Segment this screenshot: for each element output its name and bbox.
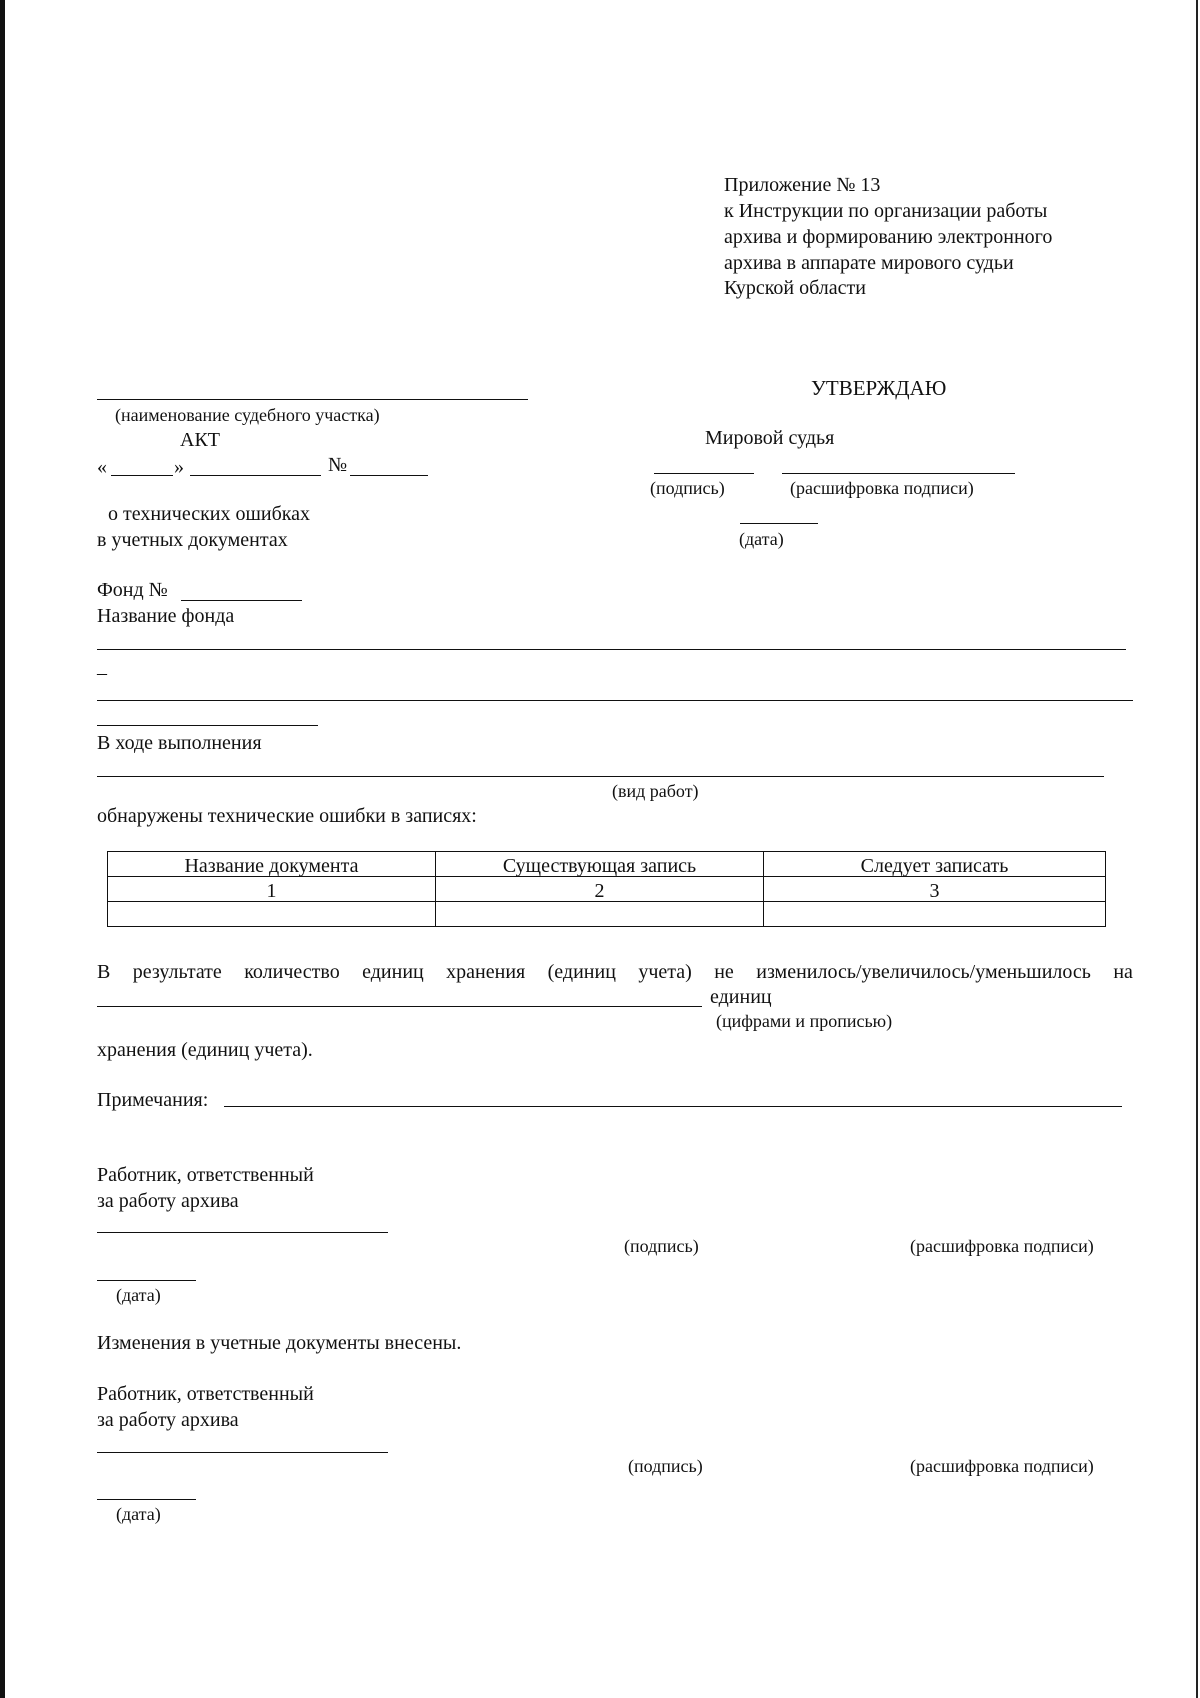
act-number-line: [350, 475, 428, 476]
approval-decoding-caption: (расшифровка подписи): [790, 478, 974, 498]
act-title: АКТ: [180, 429, 220, 451]
table-header-row: [108, 852, 1106, 877]
appendix-line-2: к Инструкции по организации работы: [724, 200, 1048, 222]
table-number-cell: 2: [436, 877, 764, 902]
changes-text: Изменения в учетные документы внесены.: [97, 1332, 462, 1354]
fund-name-dash: –: [97, 662, 107, 684]
work-type-caption: (вид работ): [612, 781, 699, 801]
result-word: учета): [638, 961, 692, 983]
result-word: на: [1113, 961, 1133, 983]
responsible-1-line-1: Работник, ответственный: [97, 1164, 314, 1186]
result-word: не: [714, 961, 734, 983]
table-number-row: [108, 877, 1106, 902]
result-continuation: хранения (единиц учета).: [97, 1039, 313, 1061]
date-month-line: [190, 475, 321, 476]
table-number-cell: 1: [108, 877, 436, 902]
table-header-cell: Следует записать: [764, 852, 1106, 877]
responsible-1-date-line: [97, 1280, 196, 1281]
fund-name-line-3: [97, 725, 318, 726]
responsible-2-decoding-caption: (расшифровка подписи): [910, 1456, 1094, 1476]
fund-number-label: Фонд №: [97, 579, 168, 601]
table-cell: [108, 902, 436, 927]
result-quantity-line: [97, 1006, 702, 1007]
responsible-2-date-line: [97, 1499, 196, 1500]
date-close-quote: »: [174, 456, 184, 478]
approval-decoding-line: [782, 473, 1015, 474]
result-units-word: единиц: [710, 986, 772, 1008]
errors-table: [107, 851, 1106, 927]
scan-border-left: [0, 0, 5, 1698]
table-number-cell: 3: [764, 877, 1106, 902]
scan-border-right: [1196, 0, 1198, 1698]
date-open-quote: «: [97, 456, 107, 478]
act-subject-line-2: в учетных документах: [97, 529, 288, 551]
result-word: единиц: [362, 961, 424, 983]
appendix-line-4: архива в аппарате мирового судьи: [724, 252, 1014, 274]
responsible-1-decoding-caption: (расшифровка подписи): [910, 1236, 1094, 1256]
result-word: количество: [244, 961, 340, 983]
fund-name-line-1: [97, 649, 1126, 650]
fund-name-label: Название фонда: [97, 605, 235, 627]
act-subject-line-1: о технических ошибках: [108, 503, 311, 525]
approval-date-line: [740, 523, 818, 524]
appendix-line-5: Курской области: [724, 277, 866, 299]
table-row: [108, 902, 1106, 927]
act-number-sign: №: [328, 454, 348, 476]
table-cell: [436, 902, 764, 927]
notes-label: Примечания:: [97, 1089, 209, 1111]
fund-number-line: [181, 600, 302, 601]
appendix-line-3: архива и формированию электронного: [724, 226, 1053, 248]
table-cell: [764, 902, 1106, 927]
notes-line: [224, 1106, 1122, 1107]
court-name-caption: (наименование судебного участка): [115, 405, 380, 425]
fund-name-line-2: [97, 700, 1133, 701]
approval-title: УТВЕРЖДАЮ: [811, 376, 947, 400]
approval-date-caption: (дата): [739, 529, 784, 549]
responsible-2-line-2: за работу архива: [97, 1409, 239, 1431]
result-word: хранения: [446, 961, 526, 983]
work-type-line: [97, 776, 1104, 777]
result-sentence: [97, 962, 1133, 982]
errors-found-label: обнаружены технические ошибки в записях:: [97, 805, 477, 827]
result-word: изменилось/увеличилось/уменьшилось: [756, 961, 1091, 983]
result-word: (единиц: [547, 961, 616, 983]
table-header-cell: Название документа: [108, 852, 436, 877]
responsible-1-name-line: [97, 1232, 388, 1233]
work-during-label: В ходе выполнения: [97, 732, 262, 754]
responsible-2-line-1: Работник, ответственный: [97, 1383, 314, 1405]
court-name-line: [97, 399, 528, 400]
approval-signature-line: [654, 473, 754, 474]
responsible-2-name-line: [97, 1452, 388, 1453]
date-day-line: [111, 475, 173, 476]
responsible-1-signature-caption: (подпись): [624, 1236, 699, 1256]
result-word: В: [97, 961, 111, 983]
result-numbers-caption: (цифрами и прописью): [716, 1011, 893, 1031]
responsible-2-signature-caption: (подпись): [628, 1456, 703, 1476]
result-word: результате: [132, 961, 222, 983]
approval-signature-caption: (подпись): [650, 478, 725, 498]
responsible-1-date-caption: (дата): [116, 1285, 161, 1305]
appendix-line-1: Приложение № 13: [724, 174, 881, 196]
responsible-2-date-caption: (дата): [116, 1504, 161, 1524]
approval-position: Мировой судья: [705, 427, 835, 449]
table-header-cell: Существующая запись: [436, 852, 764, 877]
responsible-1-line-2: за работу архива: [97, 1190, 239, 1212]
